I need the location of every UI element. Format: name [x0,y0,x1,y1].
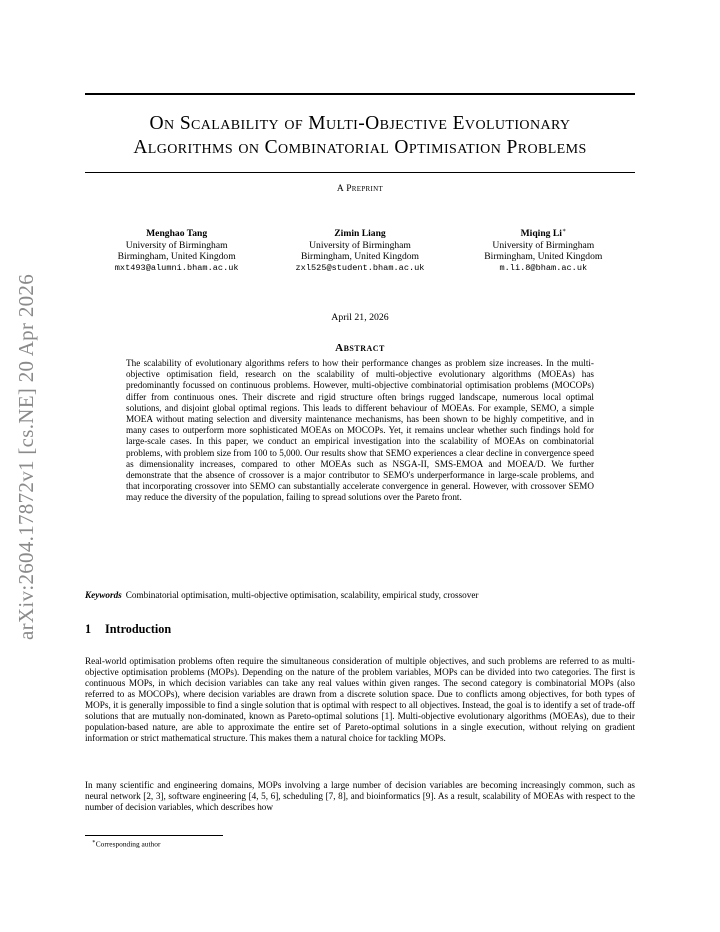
author-affiliation: University of Birmingham [125,239,228,251]
footnote [92,839,592,848]
author-name: Menghao Tang [146,228,208,240]
title-bottom-rule [85,172,635,173]
title-line-1: On Scalability of Multi-Objective Evolutionary [149,113,571,134]
author-email: zxl525@student.bham.ac.uk [295,262,425,273]
footnote-rule [85,835,223,836]
author-name: Miqing Li∗ [520,228,567,240]
section-heading [85,622,635,637]
corresponding-mark: ∗ [561,228,567,234]
author-location: Birmingham, United Kingdom [300,251,420,263]
keywords-label: Keywords [85,590,122,600]
body-paragraph: In many scientific and engineering domains, MOPs involving a large number of decision variables are becoming increasingly common, such as neural network [2, 3], software engineering [4, 5, 6], scheduling [7, 8], and bioinformatics [9]. As a result, scalability of MOEAs with respect to the number of decision variables, which describes how [85,780,635,812]
footnote-text: Corresponding author [95,839,161,849]
author-email: mxt493@alumni.bham.ac.uk [114,262,239,273]
title-line-2: Algorithms on Combinatorial Optimisation Problems [133,137,587,158]
author-block [268,226,451,274]
abstract-text: The scalability of evolutionary algorithms refers to how their performance changes as problem size increases. In the multi-objective optimisation field, research on the scalability of multi-objective evolutionary algorithms (MOEAs) has predominantly focussed on continuous problems. However, multi-objective combinatorial optimisation problems (MOCOPs) differ from continuous ones. Their discrete and rigid structure often brings rugged landscape, numerous local optimal solutions, and disjoint global optimal regions. This leads to different behaviour of MOEAs. For example, SEMO, a simple MOEA without mating selection and diversity maintenance mechanisms, has been shown to be highly competitive, and in many cases to outperform more sophisticated MOEAs on MOCOPs. Yet, it remains unclear whether such findings hold for large-scale cases. In this paper, we conduct an empirical investigation into the scalability of MOEAs on combinatorial problems, with problem size from 100 to 5,000. Our results show that SEMO experiences a clear decline in convergence speed as dimensionality increases, compared to other MOEAs such as NSGA-II, SMS-EMOA and MOEA/D. We further demonstrate that the absence of crossover is a major contributor to SEMO's underperformance in large-scale problems, and that incorporating crossover into SEMO can substantially accelerate convergence in general. However, with crossover SEMO may reduce the diversity of the population, failing to spread solutions over the Pareto front. [126,358,594,503]
section-title: Introduction [105,622,172,636]
section-number: 1 [85,622,92,636]
author-affiliation: University of Birmingham [492,239,595,251]
author-list [85,226,635,274]
body-paragraph: Real-world optimisation problems often require the simultaneous consideration of multiple objectives, and such problems are referred to as multi-objective optimisation problems (MOPs). Depending on the nature of the problem variables, MOPs can be divided into two categories. The first is continuous MOPs, in which decision variables can take any real values within given ranges. The second category is combinatorial MOPs (also referred to as MOCOPs), where decision variables are drawn from a discrete solution space. Due to conflicts among objectives, for both types of MOPs, it is generally impossible to find a single solution that is optimal with respect to all objectives. Instead, the goal is to identify a set of trade-off solutions that are mutually non-dominated, known as Pareto-optimal solutions [1]. Multi-objective evolutionary algorithms (MOEAs), due to their population-based nature, are able to approximate the entire set of Pareto-optimal solutions in a single execution, without relying on gradient information or strict mathematical structure. This makes them a natural choice for tackling MOPs. [85,656,635,743]
title-top-rule [85,93,635,95]
arxiv-identifier-stamp: arXiv:2604.17872v1 [cs.NE] 20 Apr 2026 [14,273,38,640]
publication-date: April 21, 2026 [331,312,389,323]
paper-title [85,112,635,160]
author-name: Zimin Liang [334,228,386,240]
author-email: m.li.8@bham.ac.uk [499,262,588,273]
preprint-label: A Preprint [336,184,384,194]
keywords-list: Combinatorial optimisation, multi-objective optimisation, scalability, empirical study, crossover [125,590,479,600]
author-block [85,226,268,274]
keywords-line [85,590,635,601]
author-location: Birmingham, United Kingdom [484,251,603,263]
author-block [452,226,635,274]
author-affiliation: University of Birmingham [309,239,411,251]
footnote-mark: ∗ [92,839,96,845]
author-location: Birmingham, United Kingdom [117,251,236,263]
abstract-heading: Abstract [335,342,385,354]
